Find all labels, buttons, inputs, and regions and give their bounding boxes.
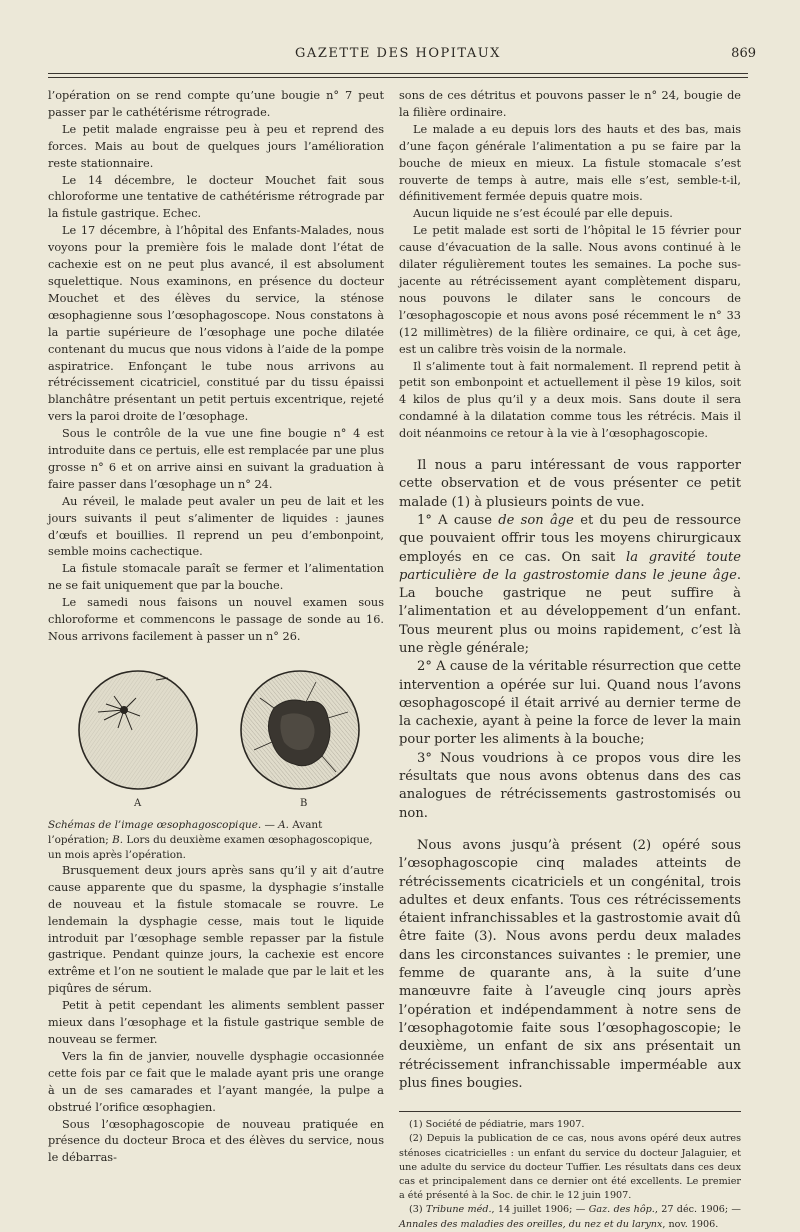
page-number: 869 — [731, 46, 756, 61]
figure-label-b: B — [300, 797, 308, 809]
paragraph: Petit à petit cependant les aliments semblent passer mieux dans l’œsophage et la fistule gastrique semble de nouveau se fermer. — [48, 999, 384, 1046]
right-column — [399, 88, 741, 1232]
caption-dash: — — [261, 818, 279, 831]
schema-a-image — [76, 668, 200, 792]
paragraph: l’opération on se rend compte qu’une bougie n° 7 peut passer par le cathétérisme rétrograde. — [48, 89, 384, 119]
page-header — [40, 46, 756, 68]
paragraph: Vers la fin de janvier, nouvelle dysphagie occasionnée cette fois par ce fait que le malade ayant pris une orange à un de ses camarades et l’ayant mangée, la pulpe a obstrué l’orifice œsophagien. — [48, 1049, 384, 1114]
esophagoscopy-figure — [48, 658, 384, 818]
journal-title: GAZETTE DES HOPITAUX — [295, 46, 501, 61]
caption-b-text: Lors du deuxième examen œsophagoscopique, un mois après l’opération. — [48, 833, 373, 861]
left-column — [48, 88, 384, 1167]
paragraph: Le 17 décembre, à l’hôpital des Enfants-Malades, nous voyons pour la première fois le malade dont l’état de cachexie est on ne peut plus avancé, il est absolument squelettique. Nous examinons, en présence du docteur Mouchet et des élèves du service, la sténose œsophagienne sous l’œsophagoscope. Nous constatons à la partie supérieure de l’œsophage une poche dilatée contenant du mucus que nous vidons à l’aide de la pompe aspiratrice. Enfonçant le tube nous arrivons au rétrécissement cicatriciel, constitué par du tissu épaissi blanchâtre présentant un petit pertuis excentrique, rejeté vers la paroi droite de l’œsophage. — [48, 224, 384, 424]
footnote-2: (2) Depuis la publication de ce cas, nous avons opéré deux autres sténoses cicatricielles : un enfant du service du docteur Jalaguier, et une adulte du service du docteur Tuffier. Les résultats dans ces deux cas et principalement dans ce dernier ont été excellents. Le premier a été présenté à la Soc. de chir. le 12 juin 1907. — [399, 1133, 741, 1202]
caption-a-text: Avant l’opération; — [48, 818, 323, 846]
footnote-1: (1) Société de pédiatrie, mars 1907. — [409, 1119, 585, 1131]
paragraph: La fistule stomacale paraît se fermer et l’alimentation ne se fait uniquement que par la bouche. — [48, 562, 384, 593]
paragraph: Brusquement deux jours après sans qu’il y ait d’autre cause apparente que du spasme, la dysphagie s’installe de nouveau et la fistule stomacale se rouvre. Le lendemain la dysphagie cesse, mais tout le liquide introduit par l’œsophage semble repasser par la fistule gastrique. Pendant quinze jours, la cachexie est encore extrême et l’on ne soutient le malade que par le lait et les piqûres de sérum. — [48, 863, 384, 996]
paragraph-point-2: 2° A cause de la véritable résurrection que cette intervention a opérée sur lui. Quand nous l’avons œsophagoscopé il était arrivé au dernier terme de la cachexie, ayant à peine la force de lever la main pour porter les aliments à la bouche; — [399, 659, 741, 748]
paragraph: Le petit malade est sorti de l’hôpital le 15 février pour cause d’évacuation de la salle. Nous avons continué à le dilater régulièrement toutes les semaines. La poche sus-jacente au rétrécissement ayant complètement disparu, nous pouvons le dilater sans le concours de l’œsophagoscopie et nous avons posé récemment le n° 33 (12 millimètres) de la filière ordinaire, ce qui, à cet âge, est un calibre très voisin de la normale. — [399, 224, 741, 356]
footnote-3: (3) Tribune méd., 14 juillet 1906; — Gaz. des hôp., 27 déc. 1906; — Annales des maladies des oreilles, du nez et du larynx, nov. 1906. — [399, 1204, 742, 1230]
main-commentary — [399, 457, 741, 1093]
paragraph: Au réveil, le malade peut avaler un peu de lait et les jours suivants il peut s’alimenter de liquides : jaunes d’œufs et bouillies. Il reprend un peu d’embonpoint, semble moins cachectique. — [48, 494, 384, 559]
paragraph-point-1: 1° A cause de son âge et du peu de ressource que pouvaient offrir tous les moyens chirurgicaux employés en ce cas. On sait la gravité toute particulière de la gastrostomie dans le jeune âge. La bouche gastrique ne peut suffire à l’alimentation et au développement d’un enfant. Tous meurent plus ou moins rapidement, c’est là une règle générale; — [399, 512, 742, 656]
paragraph-intro: Il nous a paru intéressant de vous rapporter cette observation et de vous présenter ce petit malade (1) à plusieurs points de vue. — [399, 458, 741, 510]
schema-b-image — [238, 668, 362, 792]
paragraph: sons de ces détritus et pouvons passer le n° 24, bougie de la filière ordinaire. — [399, 89, 741, 119]
header-rule-top — [48, 73, 748, 74]
paragraph: Le 14 décembre, le docteur Mouchet fait sous chloroforme une tentative de cathétérisme rétrograde par la fistule gastrique. Echec. — [48, 173, 384, 221]
paragraph: Sous l’œsophagoscopie de nouveau pratiquée en présence du docteur Broca et des élèves du service, nous le débarras- — [48, 1117, 384, 1165]
figure-label-a: A — [134, 797, 142, 809]
footnotes — [399, 1111, 741, 1232]
paragraph: Sous le contrôle de la vue une fine bougie n° 4 est introduite dans ce pertuis, elle est remplacée par une plus grosse n° 6 et on arrive ainsi en suivant la graduation à faire passer dans l’œsophage un n° 24. — [48, 427, 384, 491]
figure-caption — [48, 818, 384, 863]
paragraph: Le petit malade engraisse peu à peu et reprend des forces. Mais au bout de quelques jours l’amélioration reste stationnaire. — [48, 122, 384, 170]
paragraph-results: Nous avons jusqu’à présent (2) opéré sous l’œsophagoscopie cinq malades atteints de rétrécissements cicatriciels et un congénital, trois adultes et deux enfants. Tous ces rétrécissements étaient infranchissables et la gastrostomie avait dû être faite (3). Nous avons perdu deux malades dans les circonstances suivantes : le premier, une femme de quarante ans, à la suite d’une manœuvre faite à l’aveugle cinq jours après l’opération et indépendamment à notre sens de l’œsophagotomie faite sous l’œsophagoscopie; le deuxième, un enfant de six ans présentait un rétrécissement infranchissable imperméable aux plus fines bougies. — [399, 837, 741, 1091]
caption-b-letter: B. — [112, 833, 124, 846]
header-rule-bottom — [48, 77, 748, 78]
caption-title: Schémas de l’image œsophagoscopique. — [48, 818, 262, 831]
paragraph-point-3: 3° Nous voudrions à ce propos vous dire les résultats que nous avons obtenus dans des cas analogues de rétrécissements gastrostomisés ou non. — [399, 750, 741, 821]
paragraph: Le malade a eu depuis lors des hauts et des bas, mais d’une façon générale l’alimentation a pu se faire par la bouche de mieux en mieux. La fistule stomacale s’est rouverte de temps à autre, mais elle s’est, semble-t-il, définitivement fermée depuis quatre mois. — [399, 122, 741, 204]
paragraph: Il s’alimente tout à fait normalement. Il reprend petit à petit son embonpoint et actuellement il pèse 19 kilos, soit 4 kilos de plus qu’il y a deux mois. Sans doute il sera condamné à la dilatation comme tous les rétrécis. Mais il doit néanmoins ce retour à la vie à l’œsophagoscopie. — [399, 359, 741, 441]
caption-a-letter: A. — [278, 818, 289, 831]
paragraph: Aucun liquide ne s’est écoulé par elle depuis. — [413, 207, 673, 221]
paragraph: Le samedi nous faisons un nouvel examen sous chloroforme et commencons le passage de sonde au 16. Nous arrivons facilement à passer un n° 26. — [48, 596, 384, 643]
